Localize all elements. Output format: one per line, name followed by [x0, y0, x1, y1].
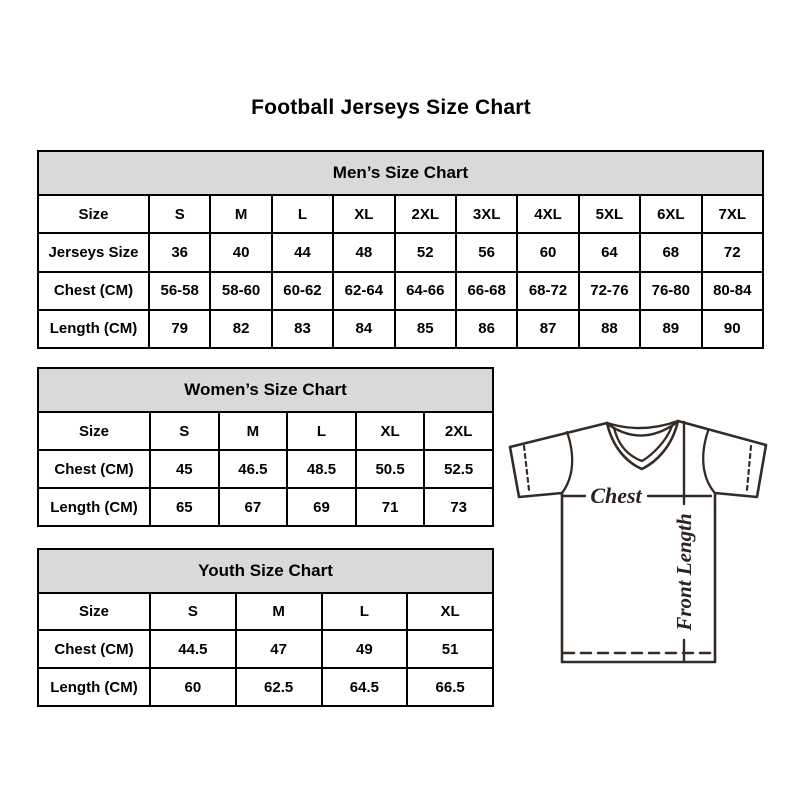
- value-cell: L: [322, 593, 408, 631]
- row-label: Jerseys Size: [38, 233, 149, 271]
- value-cell: 76-80: [640, 272, 701, 310]
- value-cell: 60-62: [272, 272, 333, 310]
- table-row: [38, 233, 763, 271]
- right-cuff-dashed-line: [747, 446, 751, 490]
- jersey-outline: [510, 421, 766, 662]
- chest-measure-label: Chest: [590, 483, 642, 508]
- value-cell: 85: [395, 310, 456, 348]
- value-cell: 72: [702, 233, 763, 271]
- row-label: Length (CM): [38, 668, 150, 706]
- value-cell: 44: [272, 233, 333, 271]
- row-label: Size: [38, 412, 150, 450]
- value-cell: 60: [517, 233, 578, 271]
- value-cell: XL: [407, 593, 493, 631]
- value-cell: 44.5: [150, 630, 236, 668]
- value-cell: 68-72: [517, 272, 578, 310]
- value-cell: 64-66: [395, 272, 456, 310]
- value-cell: 82: [210, 310, 271, 348]
- table-row: [38, 630, 493, 668]
- value-cell: 5XL: [579, 195, 640, 233]
- value-cell: 3XL: [456, 195, 517, 233]
- value-cell: 60: [150, 668, 236, 706]
- table-row: [38, 195, 763, 233]
- value-cell: XL: [356, 412, 425, 450]
- value-cell: 62-64: [333, 272, 394, 310]
- value-cell: 72-76: [579, 272, 640, 310]
- mens-size-table: [37, 150, 764, 349]
- value-cell: 52.5: [424, 450, 493, 488]
- row-label: Chest (CM): [38, 630, 150, 668]
- row-label: Chest (CM): [38, 272, 149, 310]
- value-cell: 66.5: [407, 668, 493, 706]
- value-cell: S: [150, 412, 219, 450]
- value-cell: 51: [407, 630, 493, 668]
- value-cell: 69: [287, 488, 356, 526]
- table-row: [38, 593, 493, 631]
- value-cell: 71: [356, 488, 425, 526]
- table-row: [38, 668, 493, 706]
- value-cell: 86: [456, 310, 517, 348]
- table-row: [38, 488, 493, 526]
- value-cell: L: [287, 412, 356, 450]
- row-label: Length (CM): [38, 310, 149, 348]
- value-cell: 47: [236, 630, 322, 668]
- row-label: Length (CM): [38, 488, 150, 526]
- front-length-measure-label: Front Length: [672, 513, 696, 631]
- value-cell: 40: [210, 233, 271, 271]
- value-cell: 49: [322, 630, 408, 668]
- table-row: [38, 412, 493, 450]
- value-cell: 56-58: [149, 272, 210, 310]
- value-cell: 56: [456, 233, 517, 271]
- table-title: Women’s Size Chart: [38, 368, 493, 412]
- value-cell: 87: [517, 310, 578, 348]
- row-label: Size: [38, 195, 149, 233]
- value-cell: 66-68: [456, 272, 517, 310]
- page-title: Football Jerseys Size Chart: [251, 96, 531, 119]
- left-cuff-dashed-line: [524, 446, 529, 490]
- value-cell: M: [219, 412, 288, 450]
- value-cell: 79: [149, 310, 210, 348]
- value-cell: 67: [219, 488, 288, 526]
- table-row: [38, 450, 493, 488]
- left-sleeve-seam: [562, 432, 572, 493]
- value-cell: 64: [579, 233, 640, 271]
- value-cell: 84: [333, 310, 394, 348]
- row-label: Size: [38, 593, 150, 631]
- table-title: Men’s Size Chart: [38, 151, 763, 195]
- youth-size-table: [37, 548, 494, 707]
- value-cell: 48: [333, 233, 394, 271]
- value-cell: 73: [424, 488, 493, 526]
- value-cell: 58-60: [210, 272, 271, 310]
- value-cell: 52: [395, 233, 456, 271]
- value-cell: S: [149, 195, 210, 233]
- value-cell: S: [150, 593, 236, 631]
- jersey-diagram: [505, 410, 770, 670]
- value-cell: 80-84: [702, 272, 763, 310]
- table-row: [38, 272, 763, 310]
- value-cell: 48.5: [287, 450, 356, 488]
- value-cell: 89: [640, 310, 701, 348]
- value-cell: 90: [702, 310, 763, 348]
- table-row: [38, 310, 763, 348]
- value-cell: 7XL: [702, 195, 763, 233]
- value-cell: 36: [149, 233, 210, 271]
- value-cell: 2XL: [395, 195, 456, 233]
- value-cell: 88: [579, 310, 640, 348]
- value-cell: 50.5: [356, 450, 425, 488]
- right-sleeve-seam: [703, 431, 714, 492]
- row-label: Chest (CM): [38, 450, 150, 488]
- value-cell: XL: [333, 195, 394, 233]
- table-title: Youth Size Chart: [38, 549, 493, 593]
- value-cell: 6XL: [640, 195, 701, 233]
- value-cell: 65: [150, 488, 219, 526]
- value-cell: 62.5: [236, 668, 322, 706]
- value-cell: 46.5: [219, 450, 288, 488]
- value-cell: 64.5: [322, 668, 408, 706]
- value-cell: 45: [150, 450, 219, 488]
- womens-size-table: [37, 367, 494, 527]
- value-cell: M: [210, 195, 271, 233]
- value-cell: 83: [272, 310, 333, 348]
- value-cell: 4XL: [517, 195, 578, 233]
- collar-arc-outer: [607, 421, 678, 428]
- value-cell: 2XL: [424, 412, 493, 450]
- value-cell: 68: [640, 233, 701, 271]
- value-cell: L: [272, 195, 333, 233]
- value-cell: M: [236, 593, 322, 631]
